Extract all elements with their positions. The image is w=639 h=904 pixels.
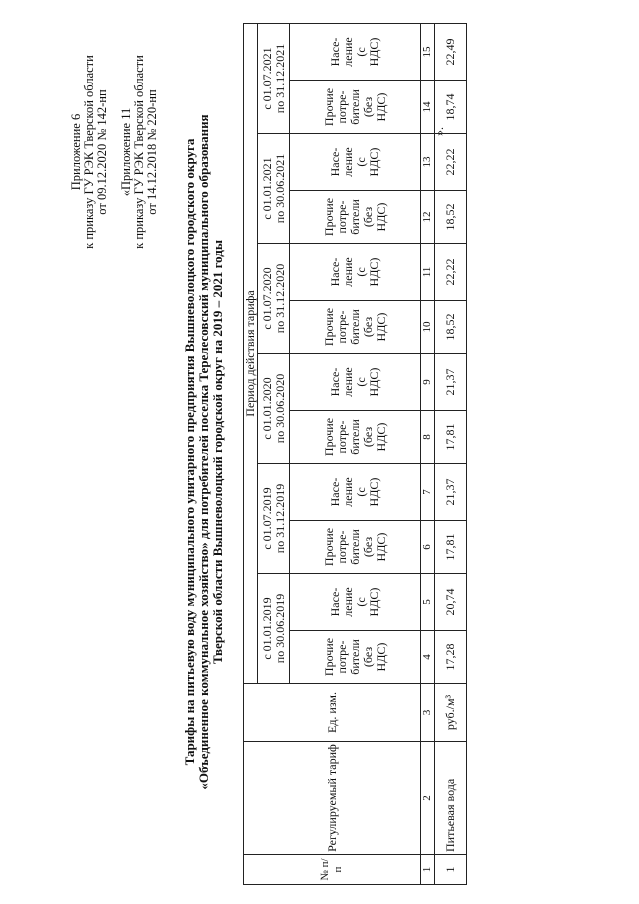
tariff-value: 17,81 — [435, 411, 467, 464]
closing-mark: ». — [432, 127, 446, 136]
period-2: с 01.07.2019 по 31.12.2019 — [258, 464, 290, 574]
appendix-6-line: к приказу ГУ РЭК Тверской области — [82, 55, 96, 249]
sub-header-other: Прочие потре- бители (без НДС) — [290, 521, 421, 574]
appendix-6-block — [70, 22, 109, 282]
table-row — [435, 23, 467, 884]
column-number: 4 — [421, 631, 435, 684]
period-6: с 01.07.2021 по 31.12.2021 — [258, 23, 290, 133]
col-unit-header: Ед. изм. — [244, 684, 421, 742]
tariff-value: 18,74 — [435, 81, 467, 134]
tariff-table — [243, 23, 467, 885]
column-number: 9 — [421, 354, 435, 411]
column-number: 2 — [421, 742, 435, 855]
period-3: с 01.01.2020 по 30.06.2020 — [258, 354, 290, 464]
title-line: Тарифы на питьевую воду муниципального унитарного предприятия Вышневолоцкого городского округа — [182, 138, 197, 766]
column-number: 10 — [421, 301, 435, 354]
column-number: 6 — [421, 521, 435, 574]
sub-header-other: Прочие потре- бители (без НДС) — [290, 81, 421, 134]
sub-header-population: Насе- ление (с НДС) — [290, 23, 421, 80]
period-5: с 01.01.2021 по 30.06.2021 — [258, 134, 290, 244]
tariff-value: 22,22 — [435, 244, 467, 301]
sub-header-population: Насе- ление (с НДС) — [290, 354, 421, 411]
col-tariff-header: Регулируемый тариф — [244, 742, 421, 855]
sub-header-population: Насе- ление (с НДС) — [290, 134, 421, 191]
appendix-11-line: к приказу ГУ РЭК Тверской области — [132, 55, 146, 249]
tariff-value: 22,49 — [435, 23, 467, 80]
column-number: 11 — [421, 244, 435, 301]
appendix-11-line: от 14.12.2018 № 220-нп — [145, 89, 159, 215]
column-number: 15 — [421, 23, 435, 80]
tariff-value: 20,74 — [435, 574, 467, 631]
tariff-value: 17,81 — [435, 521, 467, 574]
column-number: 3 — [421, 684, 435, 742]
column-number: 14 — [421, 81, 435, 134]
period-header: Период действия тарифа — [244, 23, 258, 683]
tariff-value: 21,37 — [435, 464, 467, 521]
period-1: с 01.01.2019 по 30.06.2019 — [258, 574, 290, 684]
tariff-value: 18,52 — [435, 191, 467, 244]
tariff-value: 17,28 — [435, 631, 467, 684]
period-4: с 01.07.2020 по 31.12.2020 — [258, 244, 290, 354]
tariff-value: 22,22 — [435, 134, 467, 191]
column-number: 1 — [421, 855, 435, 885]
col-no-header: № п/п — [244, 855, 421, 885]
appendix-11-block — [120, 22, 159, 282]
column-number-row — [421, 23, 435, 884]
row-number: 1 — [435, 855, 467, 885]
column-number: 13 — [421, 134, 435, 191]
sub-header-other: Прочие потре- бители (без НДС) — [290, 411, 421, 464]
column-number: 8 — [421, 411, 435, 464]
sub-header-population: Насе- ление (с НДС) — [290, 464, 421, 521]
column-number: 5 — [421, 574, 435, 631]
tariff-value: 21,37 — [435, 354, 467, 411]
title-line: «Объединенное коммунальное хозяйство» для потребителей поселка Терелесовский муниципального образования — [196, 114, 211, 790]
row-unit: руб./м³ — [435, 684, 467, 742]
tariff-value: 18,52 — [435, 301, 467, 354]
column-number: 7 — [421, 464, 435, 521]
document-title — [183, 0, 225, 904]
sub-header-population: Насе- ление (с НДС) — [290, 244, 421, 301]
appendix-11-line: «Приложение 11 — [119, 107, 133, 197]
title-line: Тверской области Вышневолоцкий городской округ на 2019 – 2021 годы — [210, 239, 225, 665]
sub-header-other: Прочие потре- бители (без НДС) — [290, 631, 421, 684]
sub-header-other: Прочие потре- бители (без НДС) — [290, 191, 421, 244]
appendix-6-line: Приложение 6 — [69, 113, 83, 191]
sub-header-other: Прочие потре- бители (без НДС) — [290, 301, 421, 354]
column-number: 12 — [421, 191, 435, 244]
appendix-6-line: от 09.12.2020 № 142-нп — [95, 89, 109, 215]
sub-header-population: Насе- ление (с НДС) — [290, 574, 421, 631]
row-tariff-name: Питьевая вода — [435, 742, 467, 855]
